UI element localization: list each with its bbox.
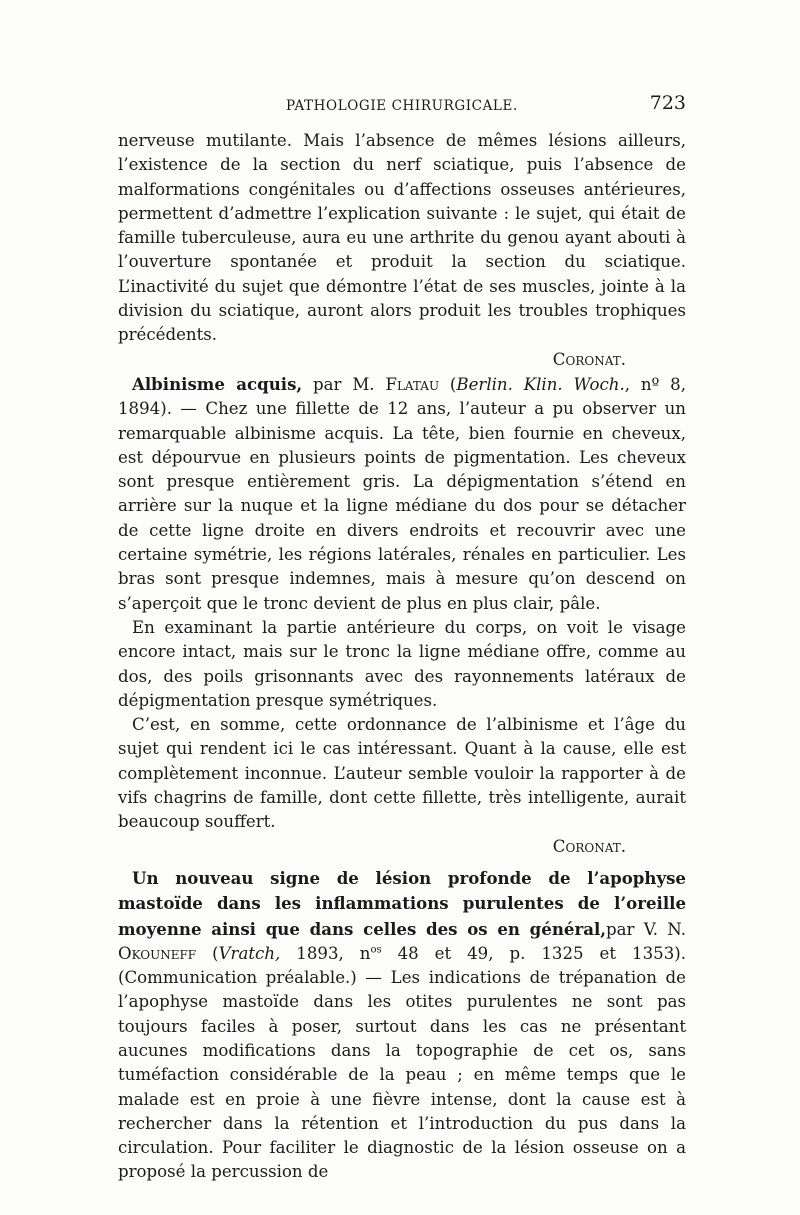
author-name: Flatau: [385, 374, 440, 394]
article-albinisme: [118, 372, 686, 616]
ref-open: (: [196, 943, 219, 963]
journal-name: Berlin. Klin. Woch.: [456, 374, 625, 394]
article-body: — Les indications de trépanation de l’apophyse mastoïde dans les otites purulentes ne sont pas toujours faciles à poser, surtout dans les cas ne présentant aucunes modifications dans la topographie de cet os, sans tuméfaction considérable de la peau ; en même temps que le malade est en proie à une fièvre intense, dont la cause est à rechercher dans la rétention et l’introduction du pus dans la circulation. Pour faciliter le diagnostic de la lésion osseuse on a proposé la percussion de: [118, 968, 686, 1182]
superscript: os: [370, 944, 382, 956]
running-head: PATHOLOGIE CHIRURGICALE.: [286, 98, 518, 114]
byline: par M.: [302, 374, 386, 394]
author-name: Okouneff: [118, 943, 197, 963]
journal-name: Vratch,: [218, 943, 281, 963]
signature: Coronat.: [552, 836, 626, 856]
reference-details: 48 et 49, p. 1325 et 1353). (Communication préalable.): [118, 943, 686, 988]
signature: Coronat.: [552, 349, 626, 369]
article-body: — Chez une fillette de 12 ans, l’auteur a pu observer un remarquable albinisme acquis. La tête, bien fournie en cheveux, est dépourvue en plusieurs points de pigmentation. Les cheveux sont presque entièrement gris. La dépigmentation s’étend en arrière sur la nuque et la ligne médiane du dos pour se détacher de cette ligne droite en divers endroits et recouvrir avec une certaine symétrie, les régions latérales, rénales en particulier. Les bras sont presque indemnes, mais à mesure qu’on descend on s’aperçoit que le tronc devient de plus en plus clair, pâle.: [118, 399, 686, 613]
paragraph: C’est, en somme, cette ordonnance de l’albinisme et l’âge du sujet qui rendent ici le cas intéressant. Quant à la cause, elle est complètement inconnue. L’auteur semble vouloir la rapporter à de vifs chagrins de famille, dont cette fillette, très intelligente, aurait beaucoup souffert.: [118, 715, 686, 832]
byline: par V. N.: [606, 919, 686, 939]
page-header: [118, 92, 686, 122]
reference-details: 1893, n: [280, 943, 371, 963]
ref-open: (: [439, 374, 457, 394]
paragraph: En examinant la partie antérieure du corps, on voit le visage encore intact, mais sur le tronc la ligne médiane offre, comme au dos, des poils grisonnants avec des rayonnements latéraux de dépigmentation presque symétriques.: [118, 617, 686, 710]
article-title: Un nouveau signe de lésion profonde de l’apophyse mastoïde dans les inflammations purulentes de l’oreille moyenne ainsi que dans celles des os en général,: [118, 867, 686, 939]
paragraph-continuation: nerveuse mutilante. Mais l’absence de mêmes lésions ailleurs, l’existence de la section du nerf sciatique, puis l’absence de malformations congénitales ou d’affections osseuses antérieures, permettent d’admettre l’explication suivante : le sujet, qui était de famille tuberculeuse, aura eu une arthrite du genou ayant abouti à l’ouverture spontanée et produit la section du sciatique. L’inactivité du sujet que démontre l’état de ses muscles, jointe à la division du sciatique, auront alors produit les troubles trophiques précédents.: [118, 131, 686, 345]
article-title: Albinisme acquis,: [132, 373, 303, 394]
page-number: 723: [649, 92, 686, 114]
reference-details: , nº 8, 1894).: [118, 374, 686, 419]
article-apophyse-mastoide: [118, 866, 686, 1185]
body-text: [118, 129, 686, 1185]
